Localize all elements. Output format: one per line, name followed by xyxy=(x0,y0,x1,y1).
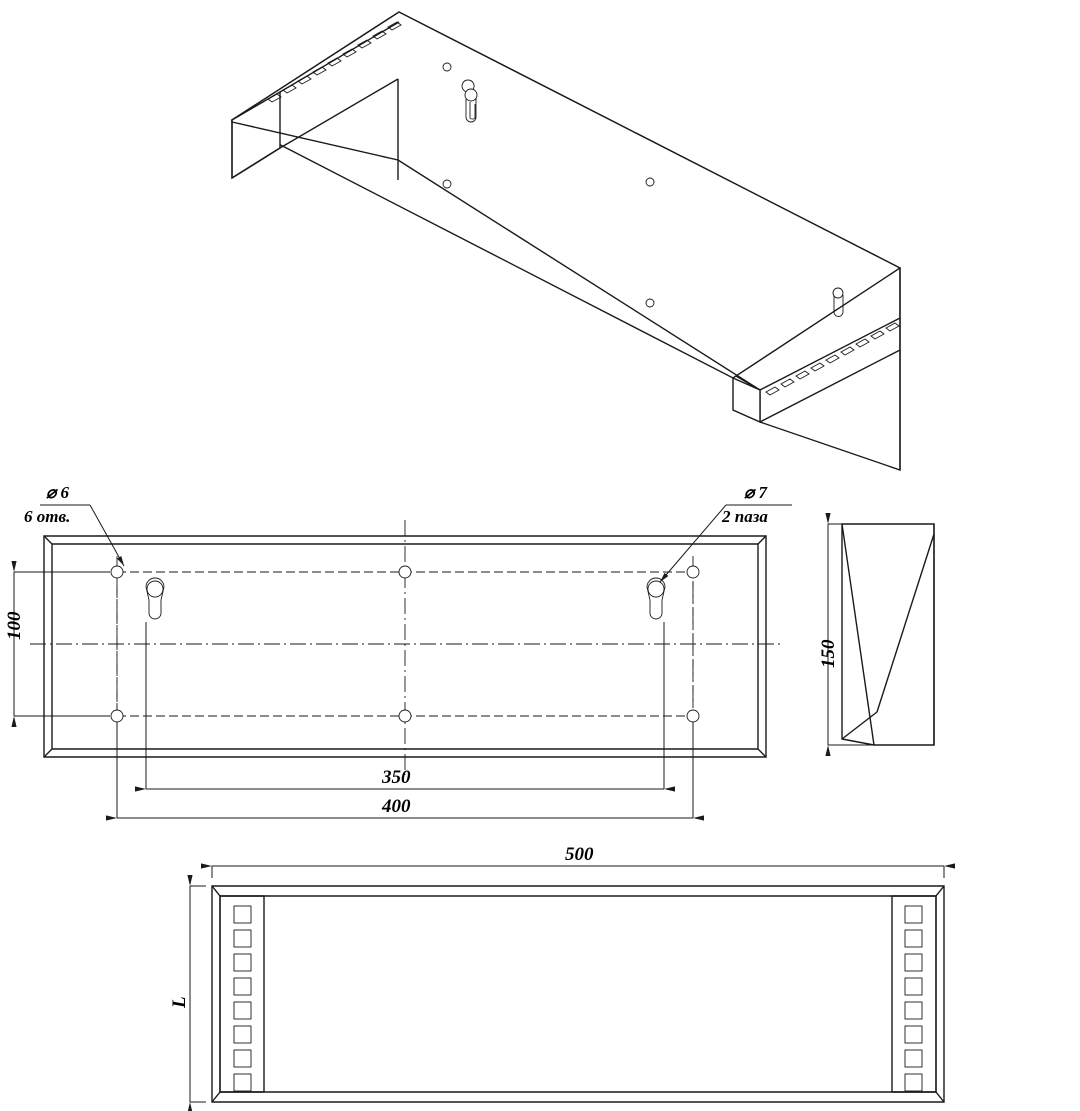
front-view xyxy=(169,844,944,1102)
dimension-L xyxy=(169,886,206,1102)
callout-d7-count: 2 паза xyxy=(722,507,768,526)
dimension-400-label: 400 xyxy=(382,796,411,817)
dimension-500-label: 500 xyxy=(565,844,594,865)
side-view xyxy=(818,524,934,745)
keyhole-slot-top-left xyxy=(146,578,164,619)
callout-d7-value: ⌀ 7 xyxy=(744,483,767,502)
isometric-view xyxy=(232,12,900,470)
callout-d6-value: ⌀ 6 xyxy=(46,483,69,502)
keyhole-slot-top-right xyxy=(647,578,665,619)
dimension-350-label: 350 xyxy=(382,767,411,788)
dimension-L-label: L xyxy=(169,996,190,1008)
top-view xyxy=(4,483,792,818)
dimension-150-label: 150 xyxy=(818,639,839,668)
callout-d6-count: 6 отв. xyxy=(24,507,71,526)
dimension-100-label: 100 xyxy=(4,611,25,640)
dimension-500 xyxy=(212,844,944,878)
